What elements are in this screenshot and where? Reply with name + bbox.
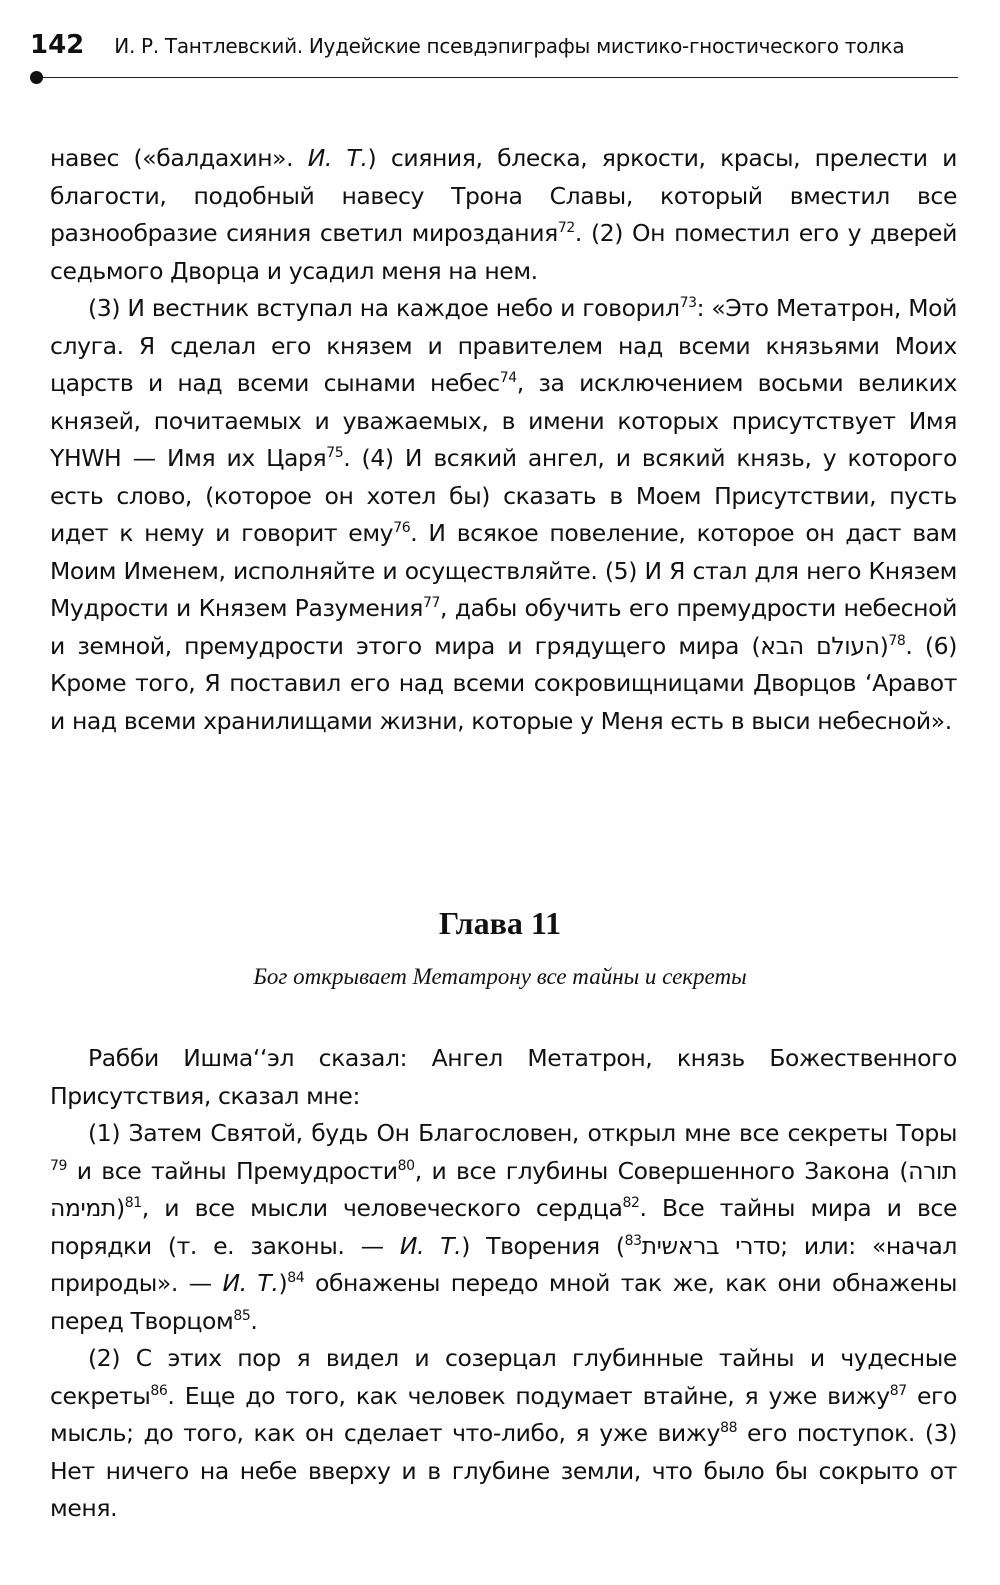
header-rule-dot [30,71,43,84]
footnote-ref: 75 [326,445,344,461]
footnote-ref: 86 [150,1382,168,1399]
footnote-ref: 73 [679,295,697,311]
paragraph: (2) С этих пор я видел и созерцал глубинные тайны и чудесные секреты$^{86}$. Еще до того, как человек подумает втайне, я уже вижу$^{87}$ его мысль; до того, как он сделает что-либо, я уже вижу$^{88}$ его поступок. (3) Нет ничего на небе вверху и в глубине земли, что было бы сокрыто от меня. [50,1344,957,1522]
footnote-ref: 79 [50,1157,68,1174]
author-initials: И. Т. [399,1231,462,1260]
footnote-ref: 78 [888,632,906,649]
running-header [30,30,960,70]
footnote-ref: 83 [624,1232,642,1249]
footnote-ref: 84 [287,1270,305,1286]
hebrew-phrase: סדרי בראשית [641,1231,781,1260]
footnote-ref: 87 [889,1382,907,1399]
paragraph: (3) И вестник вступал на каждое небо и говорил$^{73}$: «Это Метатрон, Мой слуга. Я сделал его князем и правителем над всеми князьями Моих царств и над всеми сынами небес$^{74}$, за исключением восьми великих князей, почитаемых и уважаемых, в имени которых присутствует Имя YHWH — Имя их Царя$^{75}$. (4) И всякий ангел, и всякий князь, у которого есть слово, (которое он хотел бы) сказать в Моем Присутствии, пусть идет к нему и говорит ему$^{76}$. И всякое повеление, которое он даст вам Моим Именем, исполняйте и осуществляйте. (5) И Я стал для него Князем Мудрости и Князем Разумения$^{77}$, дабы обучить его премудрости небесной и земной, премудрости этого мира и грядущего мира (העולם הבא)$^{78}$. (6) Кроме того, Я поставил его над всеми сокровищницами Дворцов ‘Аравот и над всеми хранилищами жизни, которые у Меня есть в выси небесной». [50,294,958,735]
page-number: 142 [30,30,85,60]
footnote-ref: 72 [557,220,575,236]
hebrew-phrase: תורה תמימה [50,1156,957,1222]
paragraph: Рабби Ишма‘‘эл сказал: Ангел Метатрон, князь Божественного Присутствия, сказал мне: [50,1044,957,1110]
footnote-ref: 82 [622,1195,640,1211]
footnote-ref: 81 [124,1195,142,1211]
footnote-ref: 88 [720,1420,738,1436]
footnote-ref: 74 [499,370,517,386]
text-block-bottom [50,1040,957,1528]
header-rule [38,77,958,78]
footnote-ref: 77 [423,595,441,611]
author-initials: И. Т. [222,1269,279,1297]
footnote-ref: 76 [393,520,411,536]
chapter-title: Глава 11 [438,905,562,941]
paragraph: навес («балдахин». И. Т.) сияния, блеска, яркости, красы, прелести и благости, подобный навесу Трона Славы, который вместил все разнообразие сияния светил мироздания$^{72}$. (2) Он поместил его у дверей седьмого Дворца и усадил меня на нем. [50,144,957,285]
footnote-ref: 80 [397,1157,415,1174]
chapter-subtitle: Бог открывает Метатрону все тайны и секреты [253,964,747,989]
author-initials: И. Т. [307,144,368,172]
hebrew-phrase: העולם הבא [760,631,880,660]
running-title: И. Р. Тантлевский. Иудейские псевдэпиграфы мистико-гностического толка [114,34,905,58]
footnote-ref: 85 [233,1307,251,1324]
paragraph: (1) Затем Святой, будь Он Благословен, открыл мне все секреты Торы $^{79}$ и все тайны Премудрости$^{80}$, и все глубины Совершенного Закона (תורה תמימה)$^{81}$, и все мысли человеческого сердца$^{82}$. Все тайны мира и все порядки (т. е. законы. — И. Т.) Творения ($^{83}$סדרי בראשית; или: «начал природы». — И. Т.)$^{84}$ обнажены передо мной так же, как они обнажены перед Творцом$^{85}$. [50,1119,958,1335]
text-block-top [50,140,957,740]
